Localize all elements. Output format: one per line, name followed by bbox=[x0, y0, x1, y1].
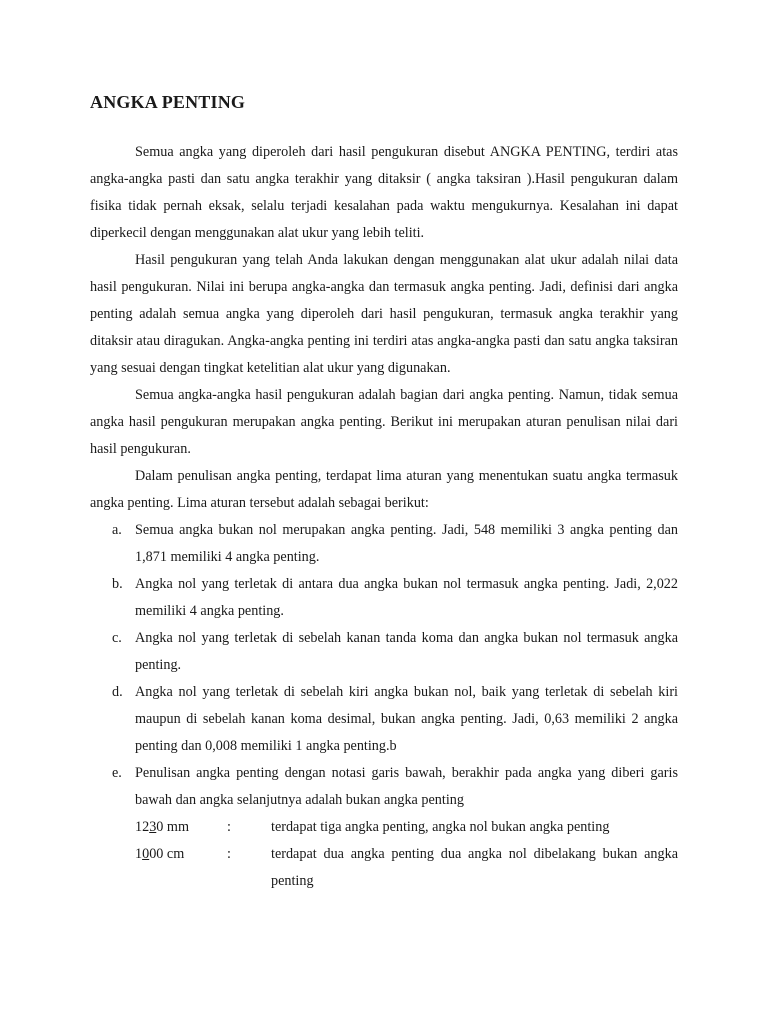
example-measurement bbox=[135, 841, 184, 868]
example-explanation: terdapat dua angka penting dua angka nol dibelakang bukan angka penting bbox=[271, 846, 678, 889]
example-colon: : bbox=[227, 846, 231, 862]
measurement-digits: 1 bbox=[135, 846, 143, 862]
rule-marker: a. bbox=[112, 522, 122, 538]
example-row bbox=[135, 841, 678, 895]
measurement-rest: 00 cm bbox=[149, 846, 185, 862]
rule-text: Angka nol yang terletak di sebelah kiri angka bukan nol, baik yang terletak di sebelah kiri maupun di sebelah kanan koma desimal, bukan angka penting. Jadi, 0,63 memiliki 2 angka penting dan 0,008 memiliki 1 angka penting.b bbox=[135, 684, 678, 754]
paragraph-definition: Hasil pengukuran yang telah Anda lakukan dengan menggunakan alat ukur adalah nilai data hasil pengukuran. Nilai ini berupa angka-angka dan termasuk angka penting. Jadi, definisi dari angka penting adalah semua angka yang diperoleh dari hasil pengukuran, termasuk angka terakhir yang ditaksir atau diragukan. Angka-angka penting ini terdiri atas angka-angka pasti dan satu angka taksiran yang sesuai dengan tingkat ketelitian alat ukur yang digunakan. bbox=[90, 252, 678, 376]
paragraph-rules-intro: Semua angka-angka hasil pengukuran adalah bagian dari angka penting. Namun, tidak semua angka hasil pengukuran merupakan angka penting. Berikut ini merupakan aturan penulisan nilai dari hasil pengukuran. bbox=[90, 387, 678, 457]
rule-text: Semua angka bukan nol merupakan angka penting. Jadi, 548 memiliki 3 angka penting dan 1,871 memiliki 4 angka penting. bbox=[135, 522, 678, 565]
rule-marker: d. bbox=[112, 684, 123, 700]
underlined-digit: 3 bbox=[149, 819, 157, 835]
document-title: ANGKA PENTING bbox=[90, 92, 246, 112]
rule-text: Angka nol yang terletak di sebelah kanan tanda koma dan angka bukan nol termasuk angka penting. bbox=[135, 630, 678, 673]
list-item bbox=[90, 760, 678, 895]
examples-list bbox=[135, 814, 678, 895]
measurement-rest: 0 mm bbox=[156, 819, 189, 835]
example-row bbox=[135, 814, 678, 841]
rule-text: Angka nol yang terletak di antara dua angka bukan nol termasuk angka penting. Jadi, 2,022 memiliki 4 angka penting. bbox=[135, 576, 678, 619]
list-item bbox=[90, 571, 678, 625]
rule-text: Penulisan angka penting dengan notasi garis bawah, berakhir pada angka yang diberi garis bawah dan angka selanjutnya adalah bukan angka penting bbox=[135, 765, 678, 808]
measurement-digits: 12 bbox=[135, 819, 150, 835]
list-item bbox=[90, 517, 678, 571]
rules-list bbox=[90, 517, 678, 895]
rule-marker: c. bbox=[112, 630, 122, 646]
paragraph-intro: Semua angka yang diperoleh dari hasil pengukuran disebut ANGKA PENTING, terdiri atas angka-angka pasti dan satu angka terakhir yang ditaksir ( angka taksiran ).Hasil pengukuran dalam fisika tidak pernah eksak, selalu terjadi kesalahan pada waktu mengukurnya. Kesalahan ini dapat diperkecil dengan menggunakan alat ukur yang lebih teliti. bbox=[90, 144, 678, 241]
example-colon: : bbox=[227, 819, 231, 835]
rule-marker: b. bbox=[112, 576, 123, 592]
rule-marker: e. bbox=[112, 765, 122, 781]
underlined-digit: 0 bbox=[142, 846, 150, 862]
list-item bbox=[90, 679, 678, 760]
example-explanation: terdapat tiga angka penting, angka nol bukan angka penting bbox=[271, 819, 610, 835]
document-page bbox=[90, 92, 678, 895]
list-item bbox=[90, 625, 678, 679]
example-measurement bbox=[135, 814, 189, 841]
paragraph-five-rules: Dalam penulisan angka penting, terdapat lima aturan yang menentukan suatu angka termasuk angka penting. Lima aturan tersebut adalah sebagai berikut: bbox=[90, 468, 678, 511]
